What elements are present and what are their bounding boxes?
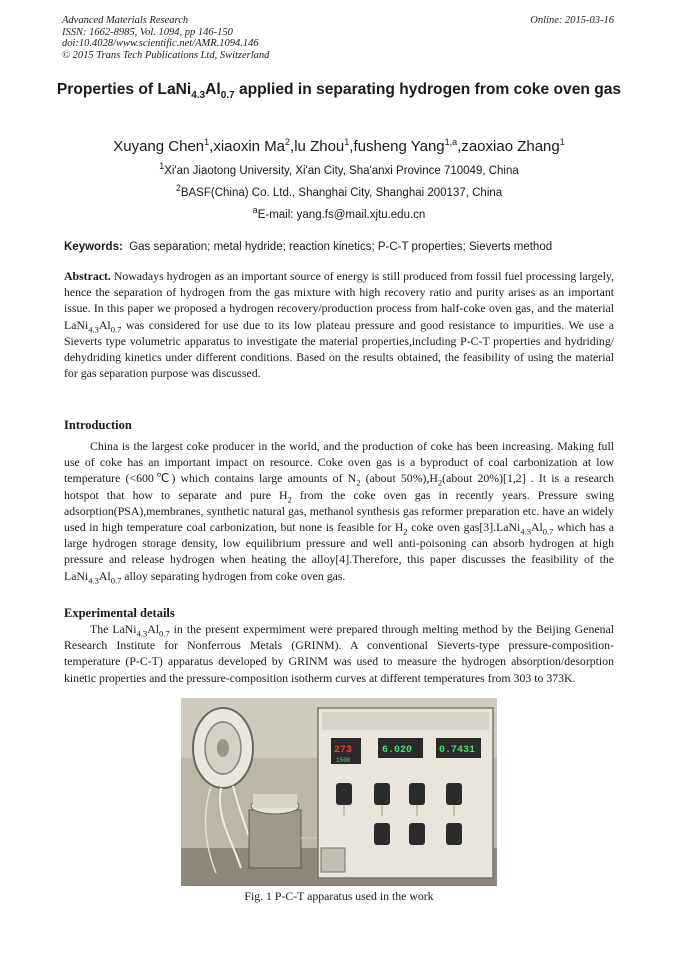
keywords-label: Keywords: [64, 241, 123, 253]
display-readout: 0.7431 [439, 745, 476, 756]
author: fusheng Yang [353, 138, 445, 155]
valve-knob [374, 823, 390, 845]
keywords [64, 240, 624, 254]
valve-knob [374, 783, 390, 805]
author: zaoxiao Zhang [461, 138, 560, 155]
display-subreadout: 1500 [336, 757, 351, 764]
paper-title: Properties of $LaNi_{4.3}Al_{0.7}$ applied in separating hydrogen from coke oven gas [56, 81, 622, 102]
affiliation-2: $^2$BASF(China) Co. Ltd., Shanghai City, Shanghai 200137, China [175, 183, 503, 199]
abstract-label: Abstract. [64, 269, 111, 283]
section-heading-introduction: Introduction [64, 418, 132, 432]
valve-knob [446, 783, 462, 805]
display-readout: 6.020 [382, 745, 413, 756]
doi-line: doi:10.4028/www.scientific.net/AMR.1094.146 [62, 38, 259, 50]
affiliation-1: $^1$Xi'an Jiaotong University, Xi'an City, Sha'anxi Province 710049, China [159, 161, 519, 177]
section-heading-experimental: Experimental details [64, 606, 175, 620]
copyright-line: © 2015 Trans Tech Publications Ltd, Switzerland [62, 49, 270, 61]
journal-name: Advanced Materials Research [62, 15, 189, 26]
keywords-text: Gas separation; metal hydride; reaction kinetics; P-C-T properties; Sieverts method [129, 241, 553, 253]
issn-line: ISSN: 1662-8985, Vol. 1094, pp 146-150 [62, 26, 233, 38]
figure-caption: Fig. 1 P-C-T apparatus used in the work [244, 889, 434, 903]
author: xiaoxin Ma [213, 138, 286, 155]
experimental-paragraph: The $LaNi_{4.3}Al_{0.7}$ in the present expermiment were prepared through melting method by the Beijing Genenal Research Institute for Nonferrous Metals (GRINM). A conventional Sieverts-type pressure-composition-temperature (P-C-T) apparatus developed by GRINM was used to measure the hydrogen absorption/desorption kinetic properties and the pressure-composition isotherm curves at different temperatures from 303 to 373K. [64, 622, 614, 685]
apparatus-photo [181, 698, 497, 886]
abstract: Abstract. Nowadays hydrogen as an important source of energy is still produced from fossil fuel processing largely, hence the separation of hydrogen from the gas mixture with high recovery ratio and purity arises as an important issue. In this paper we proposed a hydrogen recovery/production process from half-coke oven gas, and the material $LaNi_{4.3}Al_{0.7}$ was considered for use due to its low plateau pressure and good resistance to impurities. We use a Sieverts type volumetric apparatus to investigate the material properties,including P-C-T properties and hydriding/ dehydriding kinetics under different conditions. Based on the results obtained, the feasibility of using the material for gas separation purpose was discussed. [64, 269, 614, 381]
valve-knob [446, 823, 462, 845]
journal-header [62, 15, 269, 61]
online-date: Online: 2015-03-16 [530, 15, 614, 26]
author: Xuyang Chen [113, 138, 205, 155]
display-readout: 273 [334, 745, 353, 756]
valve-knob [409, 823, 425, 845]
valve-knob [336, 783, 352, 805]
valve-knob [409, 783, 425, 805]
author: lu Zhou [294, 138, 345, 155]
apparatus-illustration [181, 698, 497, 886]
author-list: Xuyang Chen$^1$,xiaoxin Ma$^2$,lu Zhou$^1$,fusheng Yang$^{1,a}$,zaoxiao Zhang$^1$ [113, 137, 565, 155]
corresponding-email: $^a$E-mail: yang.fs@mail.xjtu.edu.cn [252, 205, 426, 221]
introduction-paragraph: China is the largest coke producer in the world, and the production of coke has been increasing. Making full use of coke has an important impact on resource. Coke oven gas is a byproduct of coal carbonization at low temperature (<600℃) which contains large amounts of $N_2$ (about $50\%),H_2(about$ 20%)[1,2] . It is a research hotspot that how to separate and pure $H_2$ from the coke oven gas in recently years. Pressure swing adsorption(PSA),membranes, synthetic natural gas, methanol synthesis gas reformer preparation etc. have an widely used in high temperature coal carbonization, but none is feasible for $H_2$ coke oven $gas[3].LaNi_{4.3}Al_{0.7}$ which has a large hydrogen storage density, low equilibrium pressure and well anti-poisoning can absorb hydrogen at high pressure and release hydrogen when heating the alloy[4].Therefore, this paper discusses the feasibility of the $LaNi_{4.3}Al_{0.7}$ alloy separating hydrogen from coke oven gas. [64, 439, 614, 585]
